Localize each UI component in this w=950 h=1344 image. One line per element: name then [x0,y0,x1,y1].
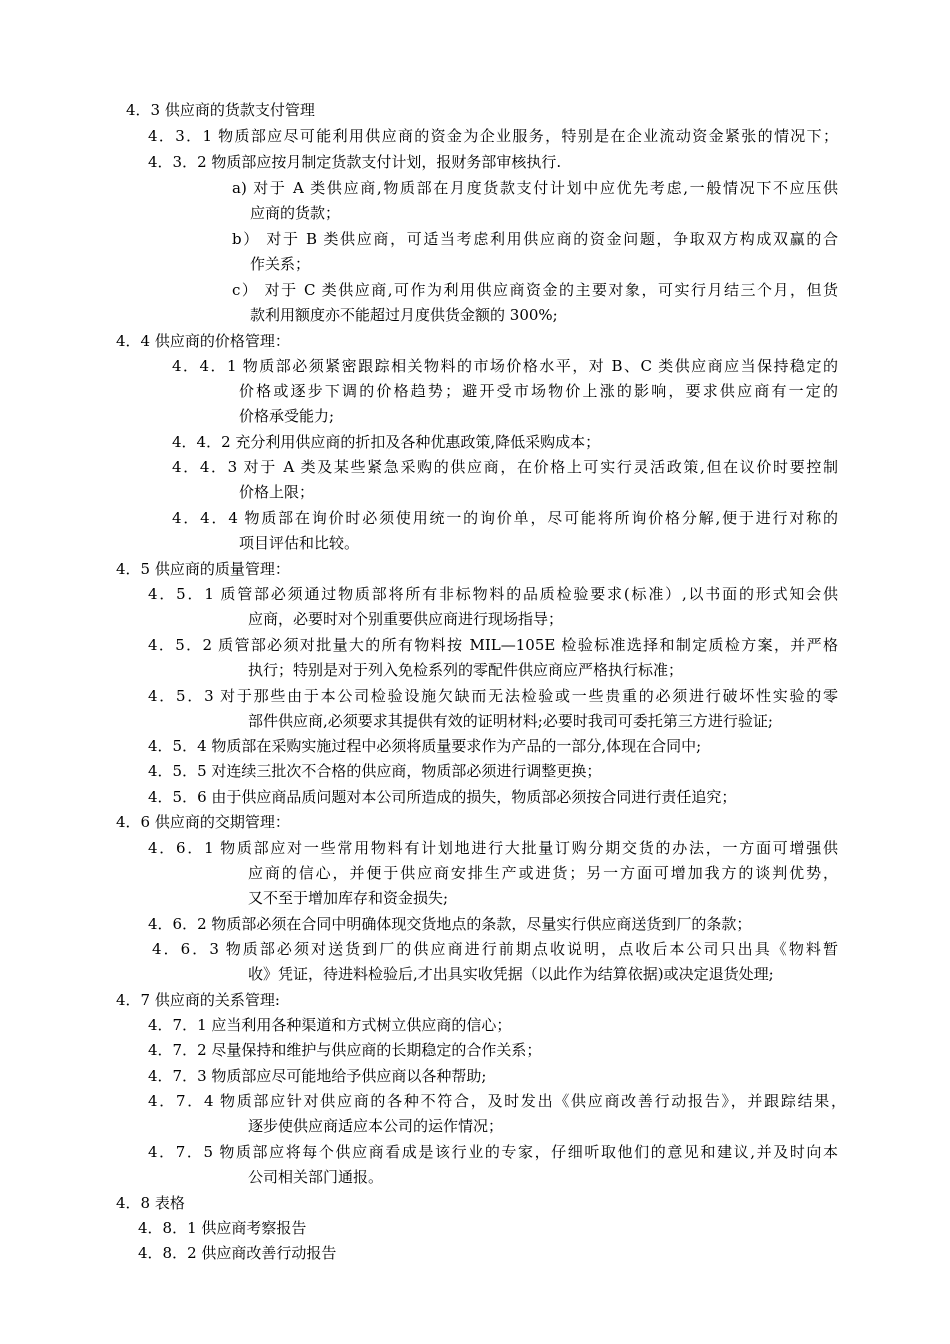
item-4-3-2: 4．3．2 物质部应按月制定货款支付计划，报财务部审核执行. [148,153,562,171]
item-4-5-5: 4．5．5 对连续三批次不合格的供应商，物质部必须进行调整更换； [148,762,602,780]
item-4-8-2: 4．8．2 供应商改善行动报告 [138,1244,337,1262]
section-4-6-title: 4．6 供应商的交期管理： [116,813,290,831]
item-4-7-5-line2: 公司相关部门通报。 [248,1168,384,1186]
item-4-3-2-b-line2: 作关系； [250,255,311,273]
item-4-5-2-line1: 4．5．2 质管部必须对批量大的所有物料按 MIL—105E 检验标准选择和制定质检方案，并严格 [148,636,838,654]
item-4-7-4-line2: 逐步使供应商适应本公司的运作情况； [248,1117,504,1135]
item-4-7-3: 4．7．3 物质部应尽可能地给予供应商以各种帮助; [148,1067,487,1085]
item-4-6-3-line1: 4．6．3 物质部必须对送货到厂的供应商进行前期点收说明，点收后本公司只出具《物料暂 [152,940,838,958]
item-4-4-3-line1: 4．4．3 对于 A 类及某些紧急采购的供应商，在价格上可实行灵活政策,但在议价时要控制 [172,458,838,476]
item-4-7-2: 4．7．2 尽量保持和维护与供应商的长期稳定的合作关系； [148,1041,542,1059]
item-4-6-3-line2: 收》凭证，待进料检验后,才出具实收凭据（以此作为结算依据)或决定退货处理; [248,965,774,983]
item-4-3-2-a-line1: a) 对于 A 类供应商,物质部在月度货款支付计划中应优先考虑,一般情况下不应压供 [232,179,838,197]
item-4-6-1-line1: 4．6．1 物质部应对一些常用物料有计划地进行大批量订购分期交货的办法，一方面可增强供 [148,839,838,857]
item-4-7-4-line1: 4．7．4 物质部应针对供应商的各种不符合，及时发出《供应商改善行动报告》，并跟踪结果， [148,1092,846,1110]
item-4-3-2-b-line1: b） 对于 B 类供应商，可适当考虑利用供应商的资金问题，争取双方构成双赢的合 [232,230,838,248]
item-4-6-1-line2: 应商的信心，并便于供应商安排生产或进货；另一方面可增加我方的谈判优势， [248,864,838,882]
item-4-5-3-line1: 4．5．3 对于那些由于本公司检验设施欠缺而无法检验或一些贵重的必须进行破坏性实验的零 [148,687,838,705]
section-4-8-title: 4．8 表格 [116,1194,185,1212]
item-4-5-3-line2: 部件供应商,必须要求其提供有效的证明材料;必要时我司可委托第三方进行验证; [248,712,773,730]
item-4-4-2: 4．4．2 充分利用供应商的折扣及各种优惠政策,降低采购成本； [172,433,601,451]
item-4-5-1-line1: 4．5．1 质管部必须通过物质部将所有非标物料的品质检验要求(标准）,以书面的形式知会供 [148,585,838,603]
item-4-8-1: 4．8．1 供应商考察报告 [138,1219,307,1237]
item-4-7-1: 4．7．1 应当利用各种渠道和方式树立供应商的信心； [148,1016,512,1034]
section-4-7-title: 4．7 供应商的关系管理: [116,991,280,1009]
item-4-4-4-line2: 项目评估和比较。 [239,534,360,552]
item-4-6-2: 4．6．2 物质部必须在合同中明确体现交货地点的条款，尽量实行供应商送货到厂的条款； [148,915,752,933]
item-4-3-1: 4．3．1 物质部应尽可能利用供应商的资金为企业服务，特别是在企业流动资金紧张的情况下； [148,127,838,145]
item-4-4-1-line2: 价格或逐步下调的价格趋势；避开受市场物价上涨的影响，要求供应商有一定的 [239,382,838,400]
item-4-4-1-line1: 4．4．1 物质部必须紧密跟踪相关物料的市场价格水平，对 B、C 类供应商应当保持稳定的 [172,357,838,375]
section-4-4-title: 4．4 供应商的价格管理： [116,332,290,350]
item-4-4-3-line2: 价格上限； [239,483,315,501]
item-4-3-2-c-line2: 款利用额度亦不能超过月度供货金额的 300%; [250,306,558,324]
item-4-4-1-line3: 价格承受能力; [239,407,335,425]
item-4-4-4-line1: 4．4．4 物质部在询价时必须使用统一的询价单，尽可能将所询价格分解,便于进行对称的 [172,509,838,527]
item-4-5-6: 4．5．6 由于供应商品质问题对本公司所造成的损失，物质部必须按合同进行责任追究； [148,788,737,806]
item-4-3-2-c-line1: c） 对于 C 类供应商,可作为利用供应商资金的主要对象，可实行月结三个月，但货 [232,281,838,299]
section-4-5-title: 4．5 供应商的质量管理： [116,560,290,578]
item-4-5-2-line2: 执行；特别是对于列入免检系列的零配件供应商应严格执行标准； [248,661,684,679]
item-4-5-1-line2: 应商，必要时对个别重要供应商进行现场指导； [248,610,564,628]
item-4-3-2-a-line2: 应商的货款； [250,204,341,222]
item-4-5-4: 4．5．4 物质部在采购实施过程中必须将质量要求作为产品的一部分,体现在合同中; [148,737,702,755]
item-4-6-1-line3: 又不至于增加库存和资金损失; [248,889,449,907]
section-4-3-title: 4．3 供应商的货款支付管理 [126,101,315,119]
item-4-7-5-line1: 4．7．5 物质部应将每个供应商看成是该行业的专家，仔细听取他们的意见和建议,并及时向本 [148,1143,838,1161]
